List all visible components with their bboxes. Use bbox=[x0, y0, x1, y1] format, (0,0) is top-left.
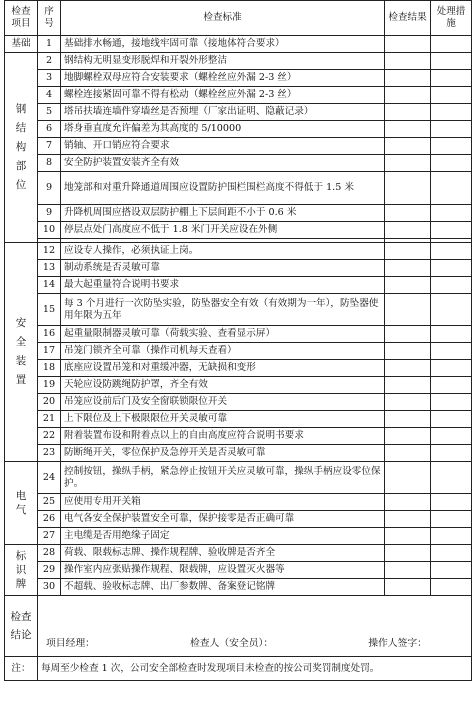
table-row bbox=[5, 445, 472, 462]
result-cell[interactable] bbox=[385, 494, 431, 511]
note-label: 注： bbox=[5, 657, 38, 681]
table-row bbox=[5, 326, 472, 343]
measures-cell[interactable] bbox=[431, 104, 472, 121]
row-standard: 防断绳开关，零位保护及急停开关是否灵敏可靠 bbox=[61, 445, 385, 462]
row-no: 19 bbox=[38, 377, 61, 394]
row-standard: 钢结构无明显变形脱焊和开裂外形整洁 bbox=[61, 53, 385, 70]
row-standard: 地笼部和对重升降通道周围应设置防护围栏围栏高度不得低于 1.5 米 bbox=[61, 172, 385, 205]
inspection-sheet bbox=[4, 0, 471, 681]
table-row bbox=[5, 36, 472, 53]
measures-cell[interactable] bbox=[431, 428, 472, 445]
result-cell[interactable] bbox=[385, 222, 431, 239]
header-standard: 检查标准 bbox=[61, 1, 385, 36]
row-standard: 操作室内应张贴操作规程、限载牌，应设置灭火器等 bbox=[61, 562, 385, 579]
conclusion-row bbox=[5, 596, 472, 657]
table-row bbox=[5, 294, 472, 326]
row-standard: 销轴、开口销应符合要求 bbox=[61, 138, 385, 155]
note-row bbox=[5, 657, 472, 681]
operator-signature-label: 操作人签字： bbox=[368, 638, 427, 649]
row-no: 21 bbox=[38, 411, 61, 428]
result-cell[interactable] bbox=[385, 121, 431, 138]
category-foundation: 基础 bbox=[5, 36, 38, 53]
row-standard: 停层点处门高度应不低于 1.8 米门开关应设在外侧 bbox=[61, 222, 385, 239]
row-standard: 基础排水畅通，接地线牢固可靠（接地体符合要求） bbox=[61, 36, 385, 53]
measures-cell[interactable] bbox=[431, 343, 472, 360]
table-row bbox=[5, 579, 472, 596]
result-cell[interactable] bbox=[385, 445, 431, 462]
row-no: 20 bbox=[38, 394, 61, 411]
result-cell[interactable] bbox=[385, 562, 431, 579]
result-cell[interactable] bbox=[385, 53, 431, 70]
row-standard: 附着装置布设和附着点以上的自由高度应符合说明书要求 bbox=[61, 428, 385, 445]
result-cell[interactable] bbox=[385, 87, 431, 104]
measures-cell[interactable] bbox=[431, 243, 472, 260]
measures-cell[interactable] bbox=[431, 87, 472, 104]
row-standard: 底座应设置吊笼和对重缓冲器，无缺损和变形 bbox=[61, 360, 385, 377]
result-cell[interactable] bbox=[385, 260, 431, 277]
table-row bbox=[5, 277, 472, 294]
table-row bbox=[5, 562, 472, 579]
row-standard: 天轮应设防跳绳防护罩，齐全有效 bbox=[61, 377, 385, 394]
table-row bbox=[5, 528, 472, 545]
row-no: 24 bbox=[38, 462, 61, 494]
row-standard: 吊笼门锁齐全可靠（操作司机每天查看） bbox=[61, 343, 385, 360]
row-standard: 最大起重量符合说明书要求 bbox=[61, 277, 385, 294]
row-no: 29 bbox=[38, 562, 61, 579]
result-cell[interactable] bbox=[385, 511, 431, 528]
measures-cell[interactable] bbox=[431, 121, 472, 138]
measures-cell[interactable] bbox=[431, 260, 472, 277]
row-standard: 应使用专用开关箱 bbox=[61, 494, 385, 511]
row-standard: 主电缆是否用绝缘子固定 bbox=[61, 528, 385, 545]
result-cell[interactable] bbox=[385, 277, 431, 294]
row-no: 3 bbox=[38, 70, 61, 87]
conclusion-content[interactable] bbox=[38, 596, 472, 657]
table-row bbox=[5, 377, 472, 394]
row-no: 23 bbox=[38, 445, 61, 462]
table-row bbox=[5, 87, 472, 104]
table-row bbox=[5, 545, 472, 562]
row-no: 2 bbox=[38, 53, 61, 70]
row-standard: 地脚螺栓双母应符合安装要求（螺栓丝应外漏 2-3 丝） bbox=[61, 70, 385, 87]
header-result: 检查结果 bbox=[385, 1, 431, 36]
category-steel: 钢结构部位 bbox=[5, 53, 38, 243]
measures-cell[interactable] bbox=[431, 70, 472, 87]
measures-cell[interactable] bbox=[431, 155, 472, 172]
measures-cell[interactable] bbox=[431, 494, 472, 511]
result-cell[interactable] bbox=[385, 70, 431, 87]
measures-cell[interactable] bbox=[431, 277, 472, 294]
table-row bbox=[5, 511, 472, 528]
measures-cell[interactable] bbox=[431, 545, 472, 562]
measures-cell[interactable] bbox=[431, 462, 472, 494]
result-cell[interactable] bbox=[385, 428, 431, 445]
measures-cell[interactable] bbox=[431, 411, 472, 428]
inspection-table bbox=[4, 0, 472, 681]
row-no: 16 bbox=[38, 326, 61, 343]
table-row bbox=[5, 394, 472, 411]
row-no: 14 bbox=[38, 277, 61, 294]
header-no: 序号 bbox=[38, 1, 61, 36]
table-row bbox=[5, 462, 472, 494]
result-cell[interactable] bbox=[385, 243, 431, 260]
row-standard: 电气各安全保护装置安全可靠，保护接零是否正确可靠 bbox=[61, 511, 385, 528]
measures-cell[interactable] bbox=[431, 511, 472, 528]
table-row bbox=[5, 121, 472, 138]
row-standard: 安全防护装置安装齐全有效 bbox=[61, 155, 385, 172]
measures-cell[interactable] bbox=[431, 138, 472, 155]
table-row bbox=[5, 343, 472, 360]
row-standard: 吊笼应设前后门及安全窗联锁限位开关 bbox=[61, 394, 385, 411]
row-standard: 塔吊扶墙连墙件穿墙丝是否预埋（厂家出证明、隐蔽记录） bbox=[61, 104, 385, 121]
category-signs: 标识牌 bbox=[5, 545, 38, 596]
row-no: 27 bbox=[38, 528, 61, 545]
row-no: 28 bbox=[38, 545, 61, 562]
row-standard: 不超载、验收标志牌、出厂参数牌、备案登记铭牌 bbox=[61, 579, 385, 596]
table-row bbox=[5, 428, 472, 445]
row-no: 26 bbox=[38, 511, 61, 528]
row-no: 15 bbox=[38, 294, 61, 326]
category-safety: 安全装置 bbox=[5, 243, 38, 462]
measures-cell[interactable] bbox=[431, 528, 472, 545]
table-row bbox=[5, 260, 472, 277]
row-standard: 塔身垂直度允许偏差为其高度的 5/10000 bbox=[61, 121, 385, 138]
measures-cell[interactable] bbox=[431, 294, 472, 326]
result-cell[interactable] bbox=[385, 528, 431, 545]
conclusion-label: 检查结论 bbox=[5, 596, 38, 657]
table-row bbox=[5, 53, 472, 70]
row-no: 18 bbox=[38, 360, 61, 377]
table-row bbox=[5, 155, 472, 172]
row-standard: 升降机周围应搭设双层防护棚上下层间距不小于 0.6 米 bbox=[61, 205, 385, 222]
result-cell[interactable] bbox=[385, 462, 431, 494]
measures-cell[interactable] bbox=[431, 579, 472, 596]
row-standard: 应设专人操作，必须执证上岗。 bbox=[61, 243, 385, 260]
row-standard: 控制按钮，操纵手柄，紧急停止按钮开关应灵敏可靠，操纵手柄应设零位保护。 bbox=[61, 462, 385, 494]
result-cell[interactable] bbox=[385, 579, 431, 596]
measures-cell[interactable] bbox=[431, 172, 472, 205]
result-cell[interactable] bbox=[385, 343, 431, 360]
row-standard: 起重量限制器灵敏可靠（荷载实验、查看显示屏） bbox=[61, 326, 385, 343]
table-row bbox=[5, 104, 472, 121]
note-text: 每周至少检查 1 次，公司安全部检查时发现项目未检查的按公司奖罚制度处罚。 bbox=[38, 657, 472, 681]
result-cell[interactable] bbox=[385, 104, 431, 121]
measures-cell[interactable] bbox=[431, 326, 472, 343]
header-row bbox=[5, 1, 472, 36]
row-no: 1 bbox=[38, 36, 61, 53]
table-row bbox=[5, 205, 472, 222]
row-standard: 每 3 个月进行一次防坠实验，防坠器安全有效（有效期为一年），防坠器使用年限为五年 bbox=[61, 294, 385, 326]
table-row bbox=[5, 411, 472, 428]
table-row bbox=[5, 243, 472, 260]
measures-cell[interactable] bbox=[431, 562, 472, 579]
row-standard: 螺栓连接紧固可靠不得有松动（螺栓丝应外漏 2-3 丝） bbox=[61, 87, 385, 104]
row-no: 9 bbox=[38, 172, 61, 205]
measures-cell[interactable] bbox=[431, 36, 472, 53]
result-cell[interactable] bbox=[385, 411, 431, 428]
result-cell[interactable] bbox=[385, 394, 431, 411]
row-no: 8 bbox=[38, 155, 61, 172]
row-standard: 制动系统是否灵敏可靠 bbox=[61, 260, 385, 277]
result-cell[interactable] bbox=[385, 205, 431, 222]
result-cell[interactable] bbox=[385, 545, 431, 562]
table-row bbox=[5, 360, 472, 377]
row-no: 22 bbox=[38, 428, 61, 445]
row-no: 5 bbox=[38, 104, 61, 121]
header-measures: 处理措施 bbox=[431, 1, 472, 36]
table-row bbox=[5, 494, 472, 511]
row-no: 30 bbox=[38, 579, 61, 596]
result-cell[interactable] bbox=[385, 155, 431, 172]
result-cell[interactable] bbox=[385, 360, 431, 377]
row-no: 7 bbox=[38, 138, 61, 155]
result-cell[interactable] bbox=[385, 36, 431, 53]
result-cell[interactable] bbox=[385, 326, 431, 343]
row-no: 17 bbox=[38, 343, 61, 360]
row-no: 10 bbox=[38, 222, 61, 239]
inspector-signature-label: 检查人（安全员）： bbox=[189, 638, 274, 649]
table-row bbox=[5, 172, 472, 205]
row-no: 25 bbox=[38, 494, 61, 511]
manager-signature-label: 项目经理： bbox=[46, 638, 95, 649]
table-row bbox=[5, 222, 472, 239]
row-standard: 上下限位及上下极限限位开关灵敏可靠 bbox=[61, 411, 385, 428]
result-cell[interactable] bbox=[385, 294, 431, 326]
table-row bbox=[5, 70, 472, 87]
result-cell[interactable] bbox=[385, 172, 431, 205]
result-cell[interactable] bbox=[385, 138, 431, 155]
row-no: 13 bbox=[38, 260, 61, 277]
measures-cell[interactable] bbox=[431, 394, 472, 411]
measures-cell[interactable] bbox=[431, 377, 472, 394]
table-row bbox=[5, 138, 472, 155]
measures-cell[interactable] bbox=[431, 205, 472, 222]
measures-cell[interactable] bbox=[431, 222, 472, 239]
category-electrical: 电气 bbox=[5, 462, 38, 545]
row-no: 9 bbox=[38, 205, 61, 222]
row-no: 12 bbox=[38, 243, 61, 260]
measures-cell[interactable] bbox=[431, 53, 472, 70]
row-standard: 荷载、限载标志牌、操作规程牌、验收牌是否齐全 bbox=[61, 545, 385, 562]
result-cell[interactable] bbox=[385, 377, 431, 394]
measures-cell[interactable] bbox=[431, 445, 472, 462]
row-no: 6 bbox=[38, 121, 61, 138]
row-no: 4 bbox=[38, 87, 61, 104]
measures-cell[interactable] bbox=[431, 360, 472, 377]
header-category: 检查项目 bbox=[5, 1, 38, 36]
